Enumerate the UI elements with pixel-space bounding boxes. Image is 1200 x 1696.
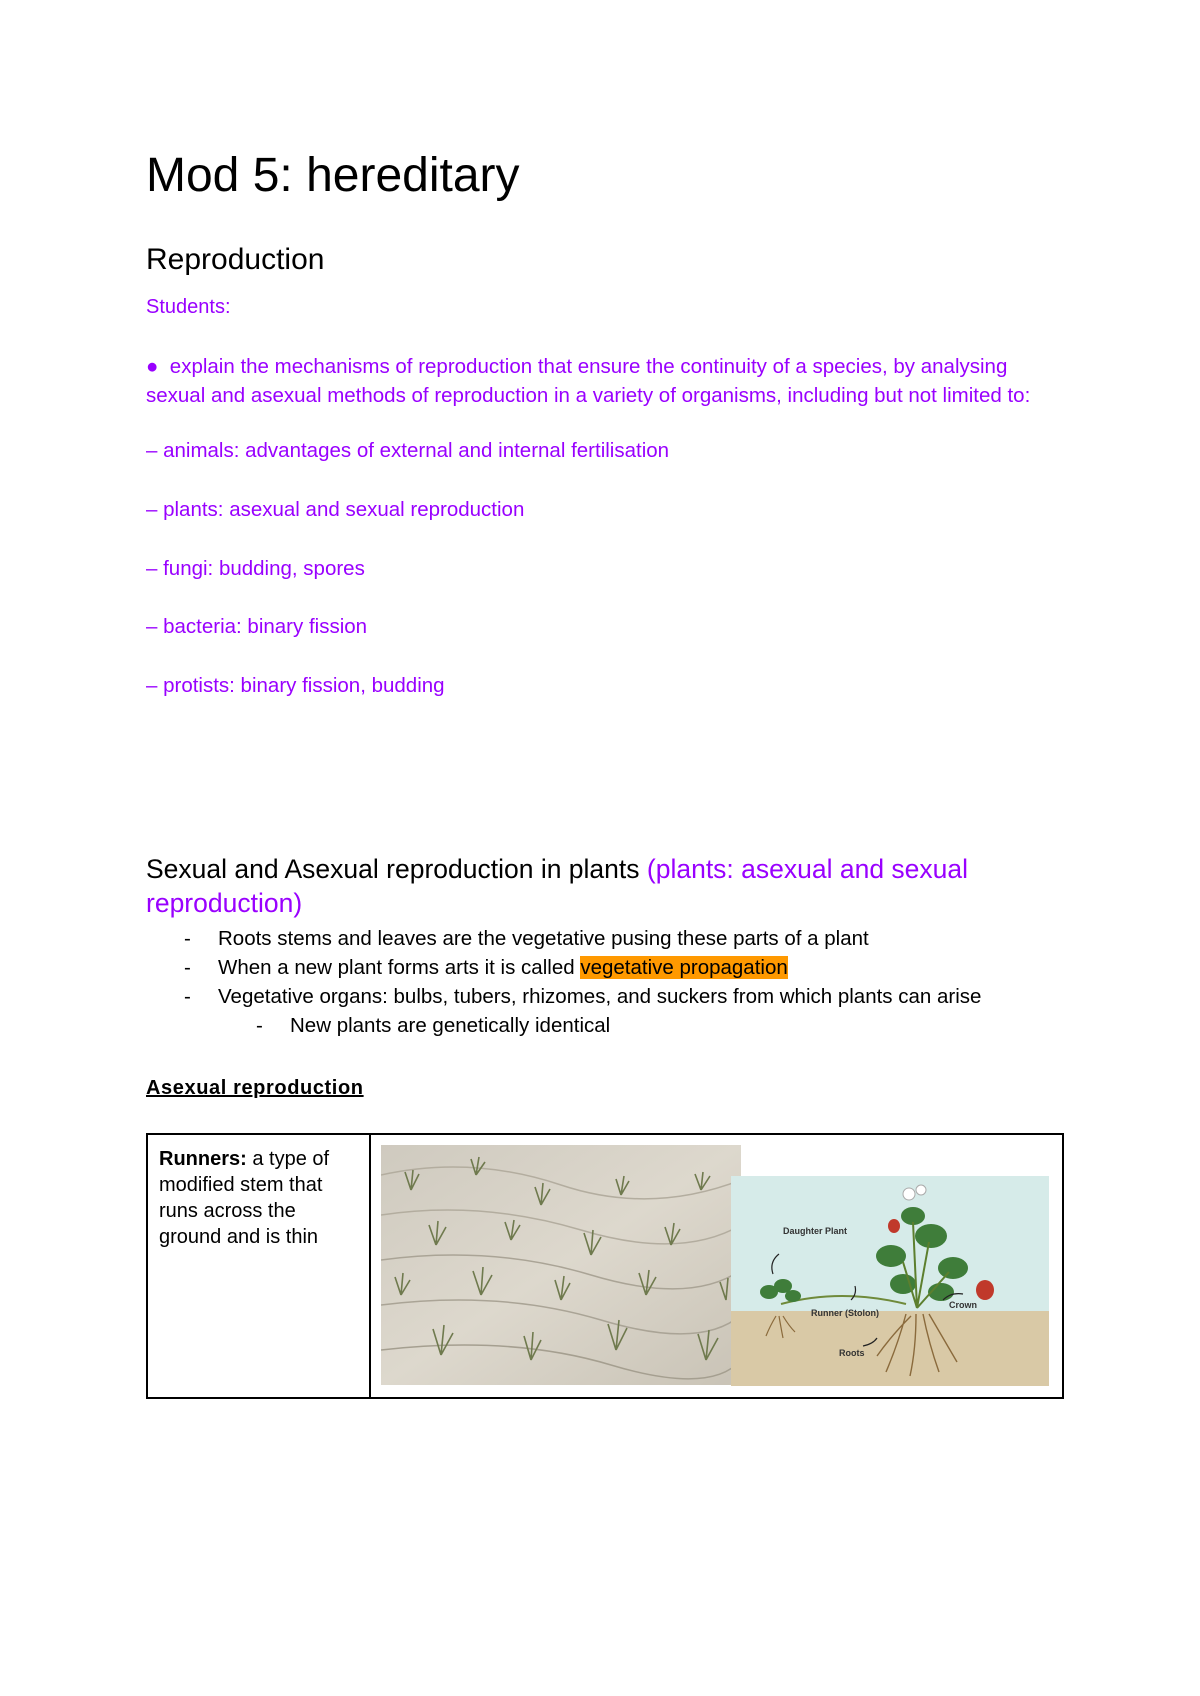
strawberry-runner-diagram xyxy=(731,1176,1049,1386)
sub-outcome-animals: – animals: advantages of external and internal fertilisation xyxy=(146,439,670,462)
syllabus-outcome xyxy=(146,352,1046,410)
students-label: Students: xyxy=(146,296,231,318)
plants-heading xyxy=(146,852,1066,920)
label-daughter-plant: Daughter Plant xyxy=(783,1226,848,1236)
outcome-text: explain the mechanisms of reproduction that ensure the continuity of a species, by analysing sexual and asexual methods of reproduction in a variety of organisms, including but not limited to: xyxy=(146,355,1031,407)
label-crown: Crown xyxy=(949,1300,977,1310)
outcome-bullet: ● xyxy=(146,355,159,378)
runners-table xyxy=(146,1133,1064,1399)
table-row xyxy=(147,1134,1063,1398)
term-definition: a type of modified stem that runs across the ground and is thin xyxy=(159,1148,330,1248)
label-roots: Roots xyxy=(839,1348,865,1358)
sub-outcome-plants: – plants: asexual and sexual reproduction xyxy=(146,498,525,521)
label-runner: Runner (Stolon) xyxy=(811,1308,879,1318)
list-marker: - xyxy=(184,985,191,1008)
table-cell-description xyxy=(147,1134,370,1398)
section-heading-reproduction: Reproduction xyxy=(146,243,325,276)
plants-heading-text: Sexual and Asexual reproduction in plants xyxy=(146,854,647,884)
list-item-text-before: When a new plant forms arts it is called xyxy=(218,956,581,979)
sub-outcome-bacteria: – bacteria: binary fission xyxy=(146,615,368,638)
table-cell-images xyxy=(370,1134,1063,1398)
term-runners: Runners: xyxy=(159,1148,247,1170)
list-item-text: Vegetative organs: bulbs, tubers, rhizomes, and suckers from which plants can arise xyxy=(218,985,982,1008)
sub-outcome-fungi: – fungi: budding, spores xyxy=(146,557,365,580)
sub-outcome-protists: – protists: binary fission, budding xyxy=(146,674,445,697)
highlighted-term: vegetative propagation xyxy=(580,956,788,979)
list-marker: - xyxy=(256,1014,263,1037)
asexual-heading: Asexual reproduction xyxy=(146,1077,364,1099)
list-item xyxy=(146,982,1086,1011)
list-item-text: Roots stems and leaves are the vegetative pusing these parts of a plant xyxy=(218,927,869,950)
list-item xyxy=(146,953,1086,982)
page-title: Mod 5: hereditary xyxy=(146,149,520,202)
list-item-nested xyxy=(146,1011,1086,1040)
list-marker: - xyxy=(184,927,191,950)
list-marker: - xyxy=(184,956,191,979)
list-item xyxy=(146,924,1086,953)
beach-grass-runners-photo xyxy=(381,1145,741,1385)
list-item-text: New plants are genetically identical xyxy=(290,1014,611,1037)
plants-heading-highlight: (plants: asexual and sexual reproduction) xyxy=(146,854,969,918)
list-item-text xyxy=(218,953,788,982)
plant-bullet-list xyxy=(146,924,1086,1040)
